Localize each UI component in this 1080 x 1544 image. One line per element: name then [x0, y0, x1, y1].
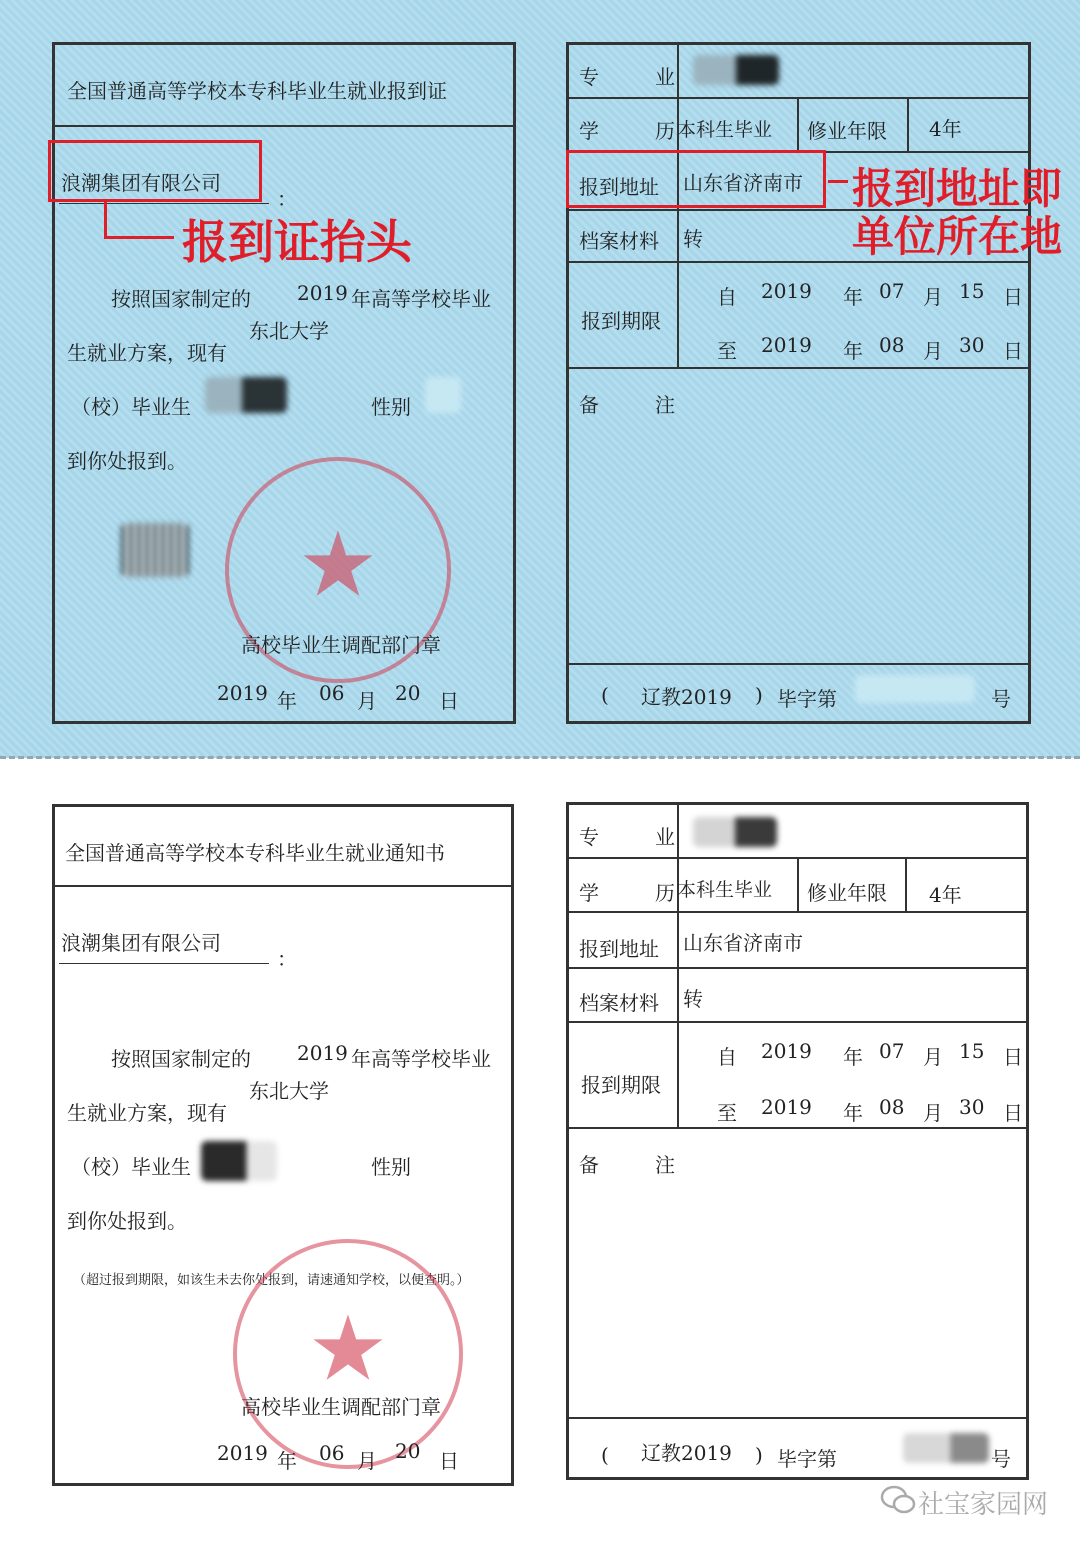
notice-official-seal: [233, 1239, 463, 1469]
header-callout-line-h: [104, 236, 174, 239]
notice-degree-divider-1: [797, 857, 799, 911]
notice-report-line: 到你处报到。: [67, 1209, 187, 1233]
notice-school-name: 东北大学: [249, 1079, 329, 1103]
notice-from-day: 15: [959, 1039, 985, 1063]
to-month: 08: [879, 333, 905, 357]
notice-date-month: 06: [319, 1441, 345, 1465]
notice-gender-label: 性别: [371, 1155, 411, 1179]
degree-value: 本科生毕业: [677, 119, 773, 141]
wechat-icon: [880, 1484, 916, 1520]
notice-to-day-unit: 日: [1003, 1101, 1023, 1125]
address-highlight-box: [566, 150, 826, 208]
address-callout-line: [828, 180, 848, 183]
duration-label: 修业年限: [807, 119, 887, 143]
notice-to-label: 至: [717, 1101, 737, 1125]
notice-graduate-prefix: （校）毕业生: [71, 1155, 191, 1179]
notice-title-divider: [55, 885, 511, 887]
notice-file-label: 档案材料: [579, 991, 659, 1015]
employer-underline: [59, 203, 269, 204]
notice-degree-value: 本科生毕业: [677, 879, 773, 901]
ref-mid: 毕字第: [777, 687, 837, 711]
from-year-unit: 年: [843, 285, 863, 309]
notice-degree-label: 学 历: [579, 881, 693, 905]
notice-employer-underline: [59, 963, 269, 964]
report-right-panel: [566, 42, 1031, 724]
notice-employer-name: 浪潮集团有限公司: [61, 931, 221, 955]
from-day-unit: 日: [1003, 285, 1023, 309]
notice-to-month-unit: 月: [923, 1101, 943, 1125]
notice-date-year: 2019: [217, 1441, 268, 1465]
header-callout-line-v: [104, 202, 107, 238]
notice-notes-label: 备 注: [579, 1153, 693, 1177]
notice-from-month-unit: 月: [923, 1045, 943, 1069]
to-day: 30: [959, 333, 985, 357]
file-label: 档案材料: [579, 229, 659, 253]
row-divider-5: [569, 367, 1028, 369]
notice-row-divider-6: [569, 1417, 1026, 1419]
school-name: 东北大学: [249, 319, 329, 343]
notes-label: 备 注: [579, 393, 693, 417]
address-annotation-line1: 报到地址即: [852, 164, 1063, 213]
notice-title: 全国普通高等学校本专科毕业生就业通知书: [65, 841, 445, 865]
title-divider: [55, 125, 513, 127]
line1-suffix: 年高等学校毕业: [351, 287, 491, 311]
to-day-unit: 日: [1003, 339, 1023, 363]
redacted-code: [121, 523, 189, 577]
notice-from-year-unit: 年: [843, 1045, 863, 1069]
date-year: 2019: [217, 681, 268, 705]
redacted-major: [693, 55, 779, 85]
employer-colon: ：: [277, 187, 297, 211]
graduate-prefix: （校）毕业生: [71, 395, 191, 419]
notice-row-divider-4: [569, 1021, 1026, 1023]
notice-employer-colon: ：: [277, 947, 297, 971]
notice-seal-star-icon: ★: [307, 1296, 389, 1402]
notice-ref-mid: 毕字第: [777, 1447, 837, 1471]
degree-label: 学 历: [579, 119, 693, 143]
from-month-unit: 月: [923, 285, 943, 309]
notice-label-col-divider: [677, 805, 679, 1127]
tear-line: [0, 756, 1080, 759]
to-year: 2019: [761, 333, 812, 357]
redacted-name: [205, 377, 287, 413]
notice-to-year: 2019: [761, 1095, 812, 1119]
major-label: 专 业: [579, 65, 693, 89]
to-label: 至: [717, 339, 737, 363]
header-annotation: 报到证抬头: [182, 215, 412, 269]
notice-from-day-unit: 日: [1003, 1045, 1023, 1069]
duration-value: 4年: [929, 117, 962, 141]
date-day-unit: 日: [439, 689, 459, 713]
from-month: 07: [879, 279, 905, 303]
to-year-unit: 年: [843, 339, 863, 363]
date-month-unit: 月: [357, 689, 377, 713]
notice-address-value: 山东省济南市: [683, 931, 803, 955]
line1-prefix: 按照国家制定的: [111, 287, 251, 311]
ref-open: (: [601, 683, 609, 707]
address-annotation-line2: 单位所在地: [852, 212, 1063, 261]
from-day: 15: [959, 279, 985, 303]
report-title: 全国普通高等学校本专科毕业生就业报到证: [67, 79, 447, 103]
date-year-unit: 年: [277, 689, 297, 713]
notice-from-month: 07: [879, 1039, 905, 1063]
notice-line1-prefix: 按照国家制定的: [111, 1047, 251, 1071]
redacted-gender: [425, 377, 461, 413]
notice-from-year: 2019: [761, 1039, 812, 1063]
notice-period-label: 报到期限: [581, 1073, 661, 1097]
notice-footnote: （超过报到期限，如该生未去你处报到，请速通知学校，以便查明。）: [73, 1273, 470, 1288]
row-divider-6: [569, 663, 1028, 665]
notice-right-panel: [566, 802, 1029, 1480]
notice-from-label: 自: [717, 1045, 737, 1069]
seal-label: 高校毕业生调配部门章: [241, 633, 441, 657]
notice-row-divider-5: [569, 1127, 1026, 1129]
notice-plan-year: 2019: [297, 1041, 348, 1065]
notice-date-year-unit: 年: [277, 1449, 297, 1473]
notice-major-label: 专 业: [579, 825, 693, 849]
notice-degree-divider-2: [905, 857, 907, 911]
header-highlight-box: [48, 140, 262, 202]
from-year: 2019: [761, 279, 812, 303]
period-label: 报到期限: [581, 309, 661, 333]
seal-star-icon: ★: [297, 512, 379, 618]
notice-row-divider-3: [569, 967, 1026, 969]
notice-ref-end: 号: [991, 1447, 1011, 1471]
date-day: 20: [395, 681, 421, 705]
notice-ref-close: ): [755, 1443, 763, 1467]
from-label: 自: [717, 285, 737, 309]
watermark-text: 社宝家园网: [918, 1490, 1049, 1520]
notice-left-panel: [52, 804, 514, 1486]
degree-divider-2: [907, 97, 909, 151]
plan-year: 2019: [297, 281, 348, 305]
notice-ref-open: (: [601, 1443, 609, 1467]
notice-address-label: 报到地址: [579, 937, 659, 961]
line2: 生就业方案，现有: [67, 341, 227, 365]
notice-redacted-ref: [903, 1433, 989, 1463]
notice-date-day-unit: 日: [439, 1449, 459, 1473]
gender-label: 性别: [371, 395, 411, 419]
wechat-icon-svg: [880, 1484, 916, 1516]
notice-to-day: 30: [959, 1095, 985, 1119]
notice-ref-code: 辽教2019: [641, 1441, 732, 1465]
ref-close: ): [755, 683, 763, 707]
employer-name: 浪潮集团有限公司: [61, 171, 221, 195]
notice-duration-label: 修业年限: [807, 881, 887, 905]
notice-row-divider-2: [569, 911, 1026, 913]
notice-redacted-major: [693, 817, 777, 847]
notice-line1-suffix: 年高等学校毕业: [351, 1047, 491, 1071]
notice-to-month: 08: [879, 1095, 905, 1119]
notice-duration-value: 4年: [929, 883, 962, 907]
ref-end: 号: [991, 687, 1011, 711]
to-month-unit: 月: [923, 339, 943, 363]
redacted-ref: [855, 675, 975, 703]
degree-divider-1: [797, 97, 799, 151]
notice-to-year-unit: 年: [843, 1101, 863, 1125]
file-value: 转: [683, 227, 703, 251]
report-line: 到你处报到。: [67, 449, 187, 473]
notice-redacted-name: [201, 1141, 277, 1181]
notice-seal-label: 高校毕业生调配部门章: [241, 1395, 441, 1419]
notice-date-day: 20: [395, 1439, 421, 1463]
notice-line2: 生就业方案，现有: [67, 1101, 227, 1125]
date-month: 06: [319, 681, 345, 705]
notice-file-value: 转: [683, 987, 703, 1011]
address-value: 山东省济南市: [683, 171, 803, 195]
ref-code: 辽教2019: [641, 685, 732, 709]
notice-date-month-unit: 月: [357, 1449, 377, 1473]
address-label: 报到地址: [579, 175, 659, 199]
